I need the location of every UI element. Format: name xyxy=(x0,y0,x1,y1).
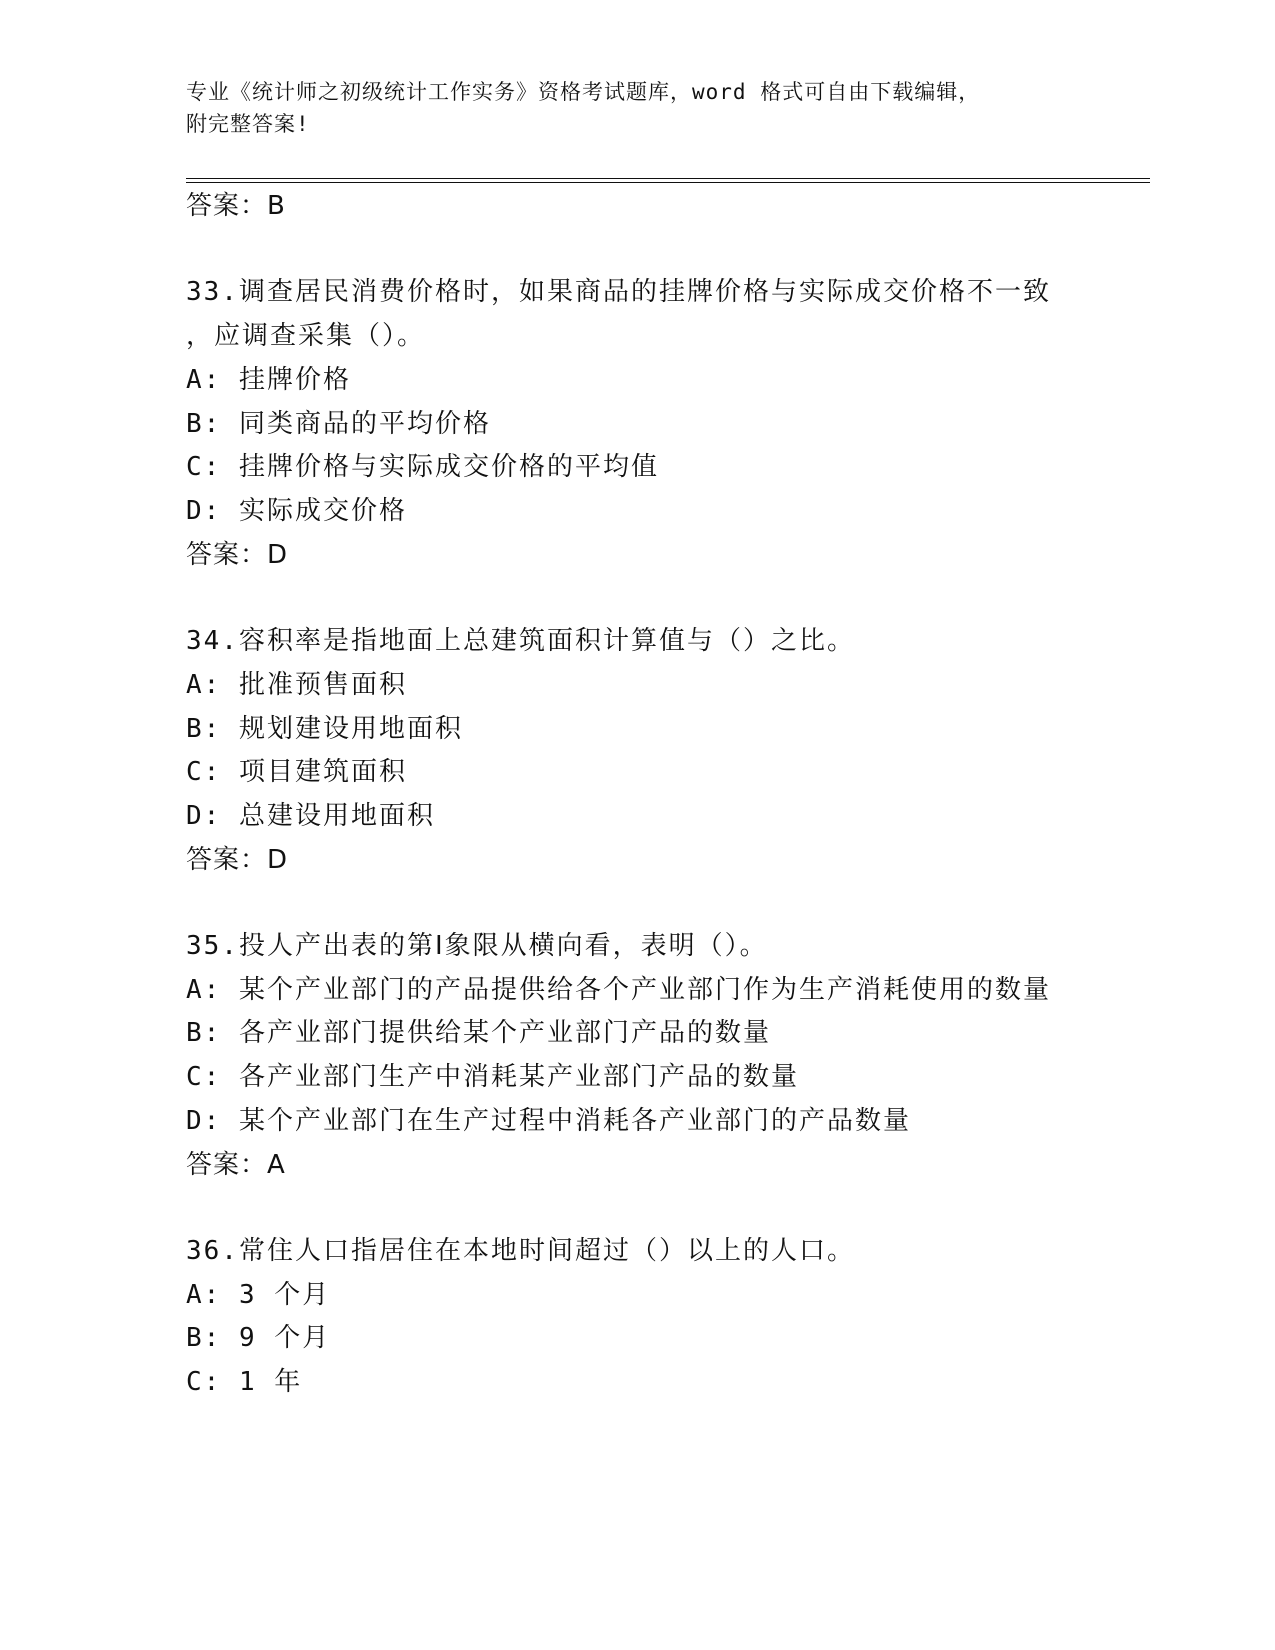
question-33-stem: 33.调查居民消费价格时，如果商品的挂牌价格与实际成交价格不一致 xyxy=(186,277,1051,307)
header-divider-bottom xyxy=(186,182,1150,183)
question-33-option-d: D: 实际成交价格 xyxy=(186,496,407,526)
question-33-option-c: C: 挂牌价格与实际成交价格的平均值 xyxy=(186,452,659,482)
header-line-1: 专业《统计师之初级统计工作实务》资格考试题库，word 格式可自由下载编辑， xyxy=(186,80,981,104)
question-35-option-a: A: 某个产业部门的产品提供给各个产业部门作为生产消耗使用的数量 xyxy=(186,975,1051,1005)
question-33-option-b: B: 同类商品的平均价格 xyxy=(186,409,491,439)
question-34-stem: 34.容积率是指地面上总建筑面积计算值与（）之比。 xyxy=(186,626,855,656)
question-33-stem-cont: ，应调查采集（）。 xyxy=(186,321,426,351)
question-35-option-c: C: 各产业部门生产中消耗某产业部门产品的数量 xyxy=(186,1062,799,1092)
document-header xyxy=(186,76,1086,140)
question-36-option-b: B: 9 个月 xyxy=(186,1323,331,1353)
question-36-option-a: A: 3 个月 xyxy=(186,1280,331,1310)
question-33-answer: 答案：D xyxy=(186,540,289,570)
question-34-option-a: A: 批准预售面积 xyxy=(186,670,407,700)
question-34-answer: 答案：D xyxy=(186,845,289,875)
header-line-2: 附完整答案! xyxy=(186,112,310,136)
question-35-stem: 35.投人产出表的第Ⅰ象限从横向看，表明（）。 xyxy=(186,931,768,961)
question-35-option-d: D: 某个产业部门在生产过程中消耗各产业部门的产品数量 xyxy=(186,1106,911,1136)
header-divider-top xyxy=(186,178,1150,179)
question-34-option-d: D: 总建设用地面积 xyxy=(186,801,435,831)
answer-prev: 答案：B xyxy=(186,191,286,221)
question-34-option-c: C: 项目建筑面积 xyxy=(186,757,407,787)
question-36-option-c: C: 1 年 xyxy=(186,1367,303,1397)
question-35-option-b: B: 各产业部门提供给某个产业部门产品的数量 xyxy=(186,1018,771,1048)
question-33-option-a: A: 挂牌价格 xyxy=(186,365,351,395)
question-34-option-b: B: 规划建设用地面积 xyxy=(186,714,463,744)
question-35-answer: 答案：A xyxy=(186,1150,286,1180)
question-36-stem: 36.常住人口指居住在本地时间超过（）以上的人口。 xyxy=(186,1236,855,1266)
